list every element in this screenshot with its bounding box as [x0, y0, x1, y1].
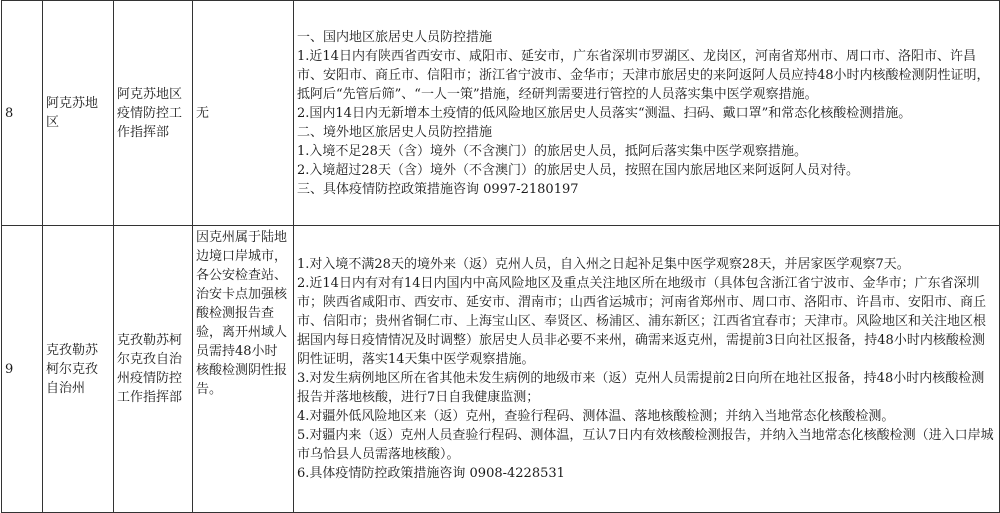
- measure-line: 6.具体疫情防控政策措施咨询 0908-4228531: [297, 466, 565, 481]
- measure-line: 2.国内14日内无新增本土疫情的低风险地区旅居史人员落实“测温、扫码、戴口罩”和常态化核酸检测措施。: [297, 105, 912, 121]
- row-number: 9: [2, 226, 43, 513]
- measure-line: 5.对疆内来（返）克州人员查验行程码、测体温，互认7日内有效核酸检测报告，并纳入当地常态化核酸检测（进入口岸城市乌恰县人员需落地核酸）。: [297, 428, 994, 462]
- region-name: 克孜勒苏柯尔克孜自治州: [43, 226, 114, 513]
- measure-line: 2.近14日内有对有14日内国内中高风险地区及重点关注地区所在地级市（具体包含浙江省宁波市、金华市；广东省深圳市；陕西省咸阳市、西安市、延安市、渭南市；山西省运城市；河南省郑州市、周口市、洛阳市、许昌市、安阳市、商丘市、信阳市；贵州省铜仁市、上海宝山区、奉贤区、杨浦区、浦东新区；江西省宜春市；天津市。风险地区和关注地区根据国内每日疫情情况及时调整）旅居史人员非必要不来州，确需来返克州，需提前3日向社区报备，持48小时内核酸检测阴性证明，落实14天集中医学观察措施。: [297, 276, 987, 367]
- table-row: [2, 226, 1000, 513]
- measure-line: 2.入境超过28天（含）境外（不含澳门）的旅居史人员，按照在国内旅居地区来阿返阿人员对待。: [297, 162, 859, 178]
- headquarters-name: 阿克苏地区疫情防控工作指挥部: [114, 1, 193, 226]
- measure-line: 1.入境不足28天（含）境外（不含澳门）的旅居史人员，抵阿后落实集中医学观察措施。: [297, 143, 807, 159]
- exit-requirements: 无: [193, 1, 294, 226]
- measure-line: 三、具体疫情防控政策措施咨询 0997-2180197: [297, 181, 579, 197]
- row-number: 8: [2, 1, 43, 226]
- measure-line: 1.近14日内有陕西省西安市、咸阳市、延安市，广东省深圳市罗湖区、龙岗区，河南省郑州市、周口市、洛阳市、许昌市、安阳市、商丘市、信阳市；浙江省宁波市、金华市；天津市旅居史的来阿返阿人员应持48小时内核酸检测阴性证明，抵阿后“先管后筛”、“一人一策”措施，经研判需要进行管控的人员落实集中医学观察措施。: [297, 48, 990, 102]
- policy-table: [1, 0, 1000, 513]
- exit-requirements: 因克州属于陆地边境口岸城市，各公安检查站、治安卡点加强核酸检测报告查验，离开州域人员需持48小时核酸检测阴性报告。: [193, 226, 294, 513]
- measure-line: 4.对疆外低风险地区来（返）克州，查验行程码、测体温、落地核酸检测；并纳入当地常态化核酸检测。: [297, 409, 895, 424]
- measure-line: 一、国内地区旅居史人员防控措施: [297, 29, 493, 45]
- region-name: 阿克苏地区: [43, 1, 114, 226]
- prevention-measures: [294, 226, 1000, 513]
- measure-line: 3.对发生病例地区所在省其他未发生病例的地级市来（返）克州人员需提前2日向所在地社区报备，持48小时内核酸检测报告并落地核酸，进行7日自我健康监测；: [297, 371, 985, 405]
- prevention-measures: [294, 1, 1000, 226]
- table-row: [2, 1, 1000, 226]
- measure-line: 二、境外地区旅居史人员防控措施: [297, 124, 493, 140]
- measure-line: 1.对入境不满28天的境外来（返）克州人员，自入州之日起补足集中医学观察28天，并居家医学观察7天。: [297, 257, 910, 272]
- headquarters-name: 克孜勒苏柯尔克孜自治州疫情防控工作指挥部: [114, 226, 193, 513]
